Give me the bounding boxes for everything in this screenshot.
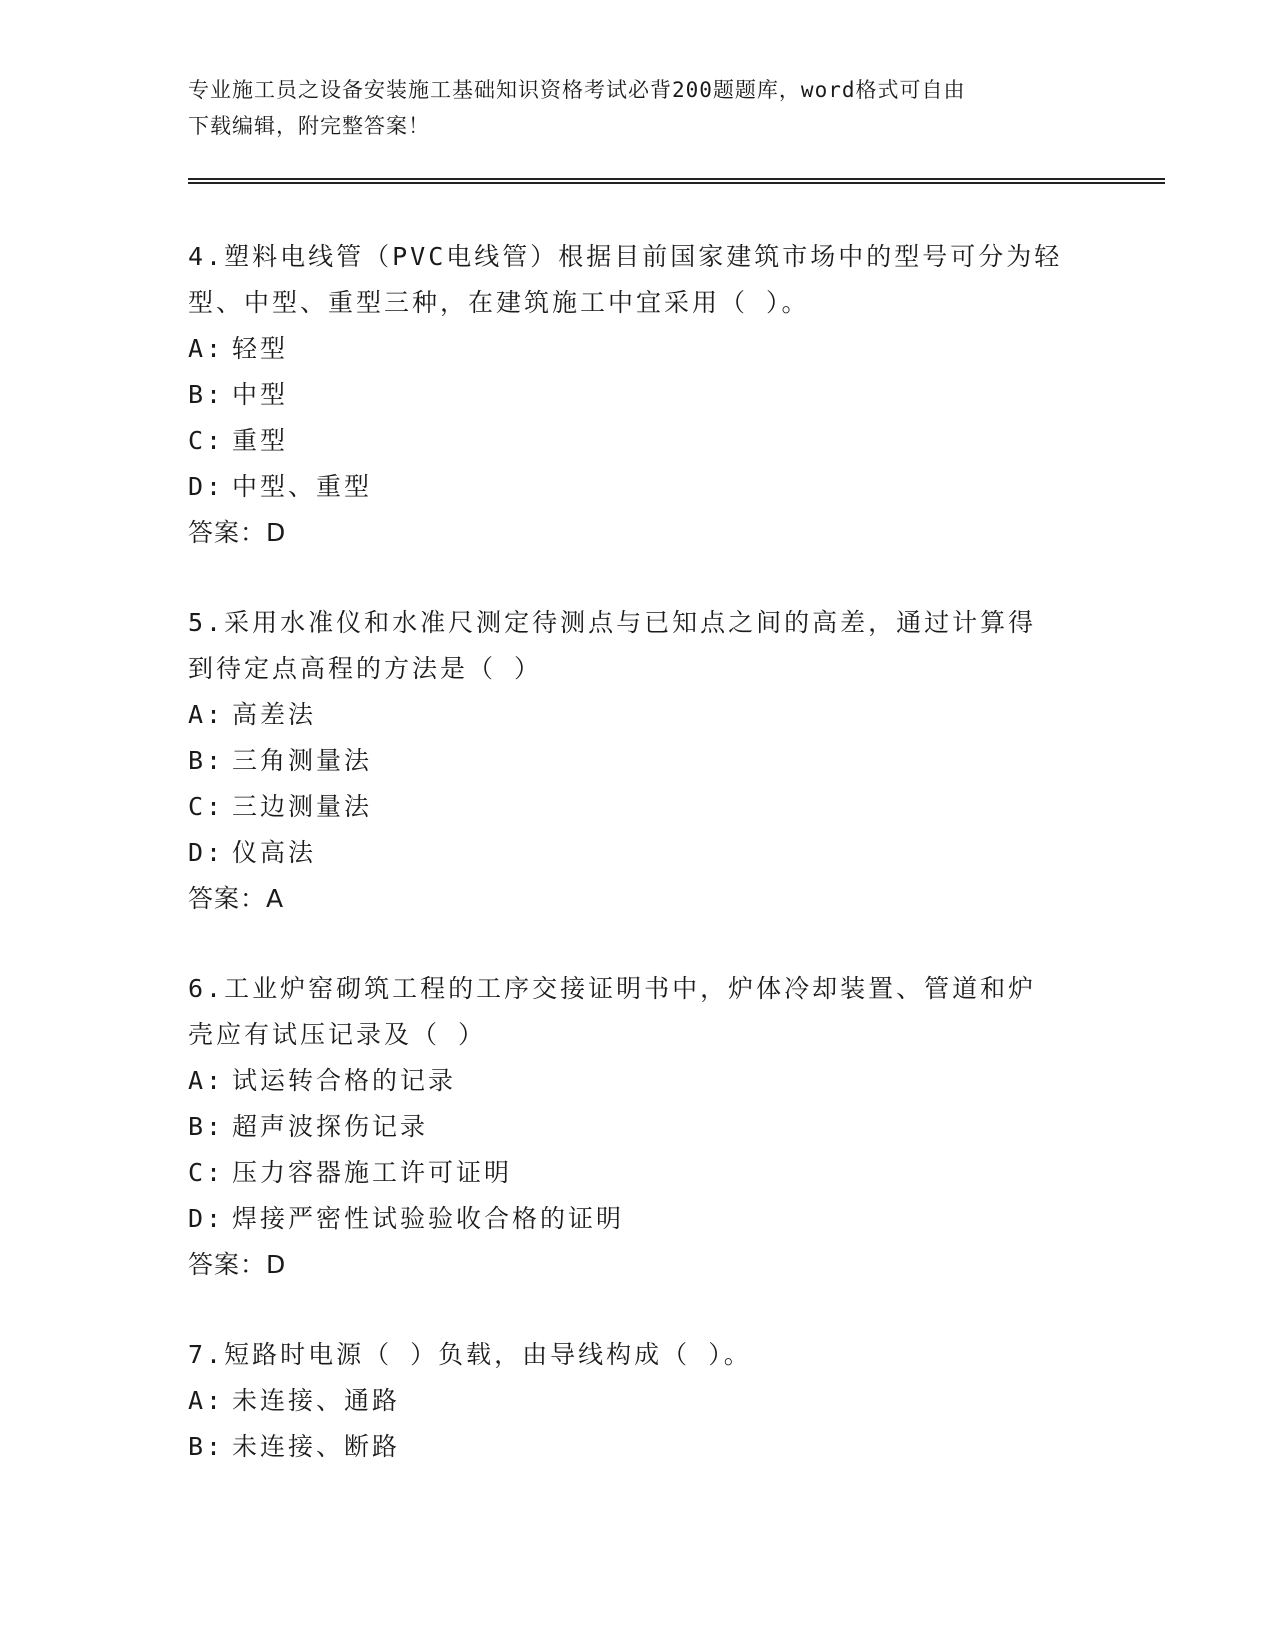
option-key: C: [188, 792, 225, 821]
option-b [188, 1104, 1088, 1150]
option-d [188, 1196, 1088, 1242]
question-stem-line: 7.短路时电源（ ）负载，由导线构成（ ）。 [188, 1340, 752, 1369]
option-b [188, 1424, 1088, 1470]
option-text: 试运转合格的记录 [232, 1066, 457, 1095]
option-a [188, 1378, 1088, 1424]
option-a [188, 1058, 1088, 1104]
question-list [188, 234, 1088, 1514]
option-text: 中型 [232, 380, 289, 409]
option-key: B: [188, 380, 225, 409]
option-text: 压力容器施工许可证明 [232, 1158, 513, 1187]
option-text: 未连接、断路 [232, 1432, 401, 1461]
option-c [188, 1150, 1088, 1196]
option-text: 三角测量法 [232, 746, 373, 775]
option-b [188, 372, 1088, 418]
option-a [188, 326, 1088, 372]
option-b [188, 738, 1088, 784]
option-text: 轻型 [232, 334, 289, 363]
question-item [188, 234, 1088, 556]
option-text: 中型、重型 [232, 472, 373, 501]
option-text: 焊接严密性试验验收合格的证明 [232, 1204, 625, 1233]
question-item [188, 966, 1088, 1288]
option-d [188, 464, 1088, 510]
option-text: 未连接、通路 [232, 1386, 401, 1415]
option-c [188, 418, 1088, 464]
header-line-1: 专业施工员之设备安装施工基础知识资格考试必背200题题库，word格式可自由 [188, 78, 966, 102]
option-key: D: [188, 838, 225, 867]
option-key: B: [188, 1112, 225, 1141]
option-key: D: [188, 472, 225, 501]
question-item [188, 600, 1088, 922]
option-c [188, 784, 1088, 830]
answer-line: 答案：D [188, 1250, 287, 1279]
question-stem-line: 5.采用水准仪和水准尺测定待测点与已知点之间的高差，通过计算得 [188, 608, 1037, 637]
option-text: 超声波探伤记录 [232, 1112, 429, 1141]
option-text: 仪高法 [232, 838, 317, 867]
option-key: D: [188, 1204, 225, 1233]
option-key: B: [188, 1432, 225, 1461]
document-header [188, 72, 1068, 144]
option-text: 三边测量法 [232, 792, 373, 821]
option-text: 高差法 [232, 700, 317, 729]
option-key: B: [188, 746, 225, 775]
option-key: A: [188, 334, 225, 363]
question-stem-line: 壳应有试压记录及（ ） [188, 1020, 487, 1049]
option-key: A: [188, 1386, 225, 1415]
header-line-2: 下载编辑，附完整答案！ [188, 114, 430, 138]
option-key: C: [188, 426, 225, 455]
option-key: A: [188, 700, 225, 729]
question-stem-line: 6.工业炉窑砌筑工程的工序交接证明书中，炉体冷却装置、管道和炉 [188, 974, 1037, 1003]
header-divider [188, 178, 1165, 184]
option-key: A: [188, 1066, 225, 1095]
option-a [188, 692, 1088, 738]
question-item [188, 1332, 1088, 1470]
question-stem-line: 型、中型、重型三种，在建筑施工中宜采用（ ）。 [188, 288, 810, 317]
answer-line: 答案：A [188, 884, 285, 913]
option-d [188, 830, 1088, 876]
option-key: C: [188, 1158, 225, 1187]
question-stem-line: 到待定点高程的方法是（ ） [188, 654, 543, 683]
option-text: 重型 [232, 426, 289, 455]
answer-line: 答案：D [188, 518, 287, 547]
question-stem-line: 4.塑料电线管（PVC电线管）根据目前国家建筑市场中的型号可分为轻 [188, 242, 1063, 271]
